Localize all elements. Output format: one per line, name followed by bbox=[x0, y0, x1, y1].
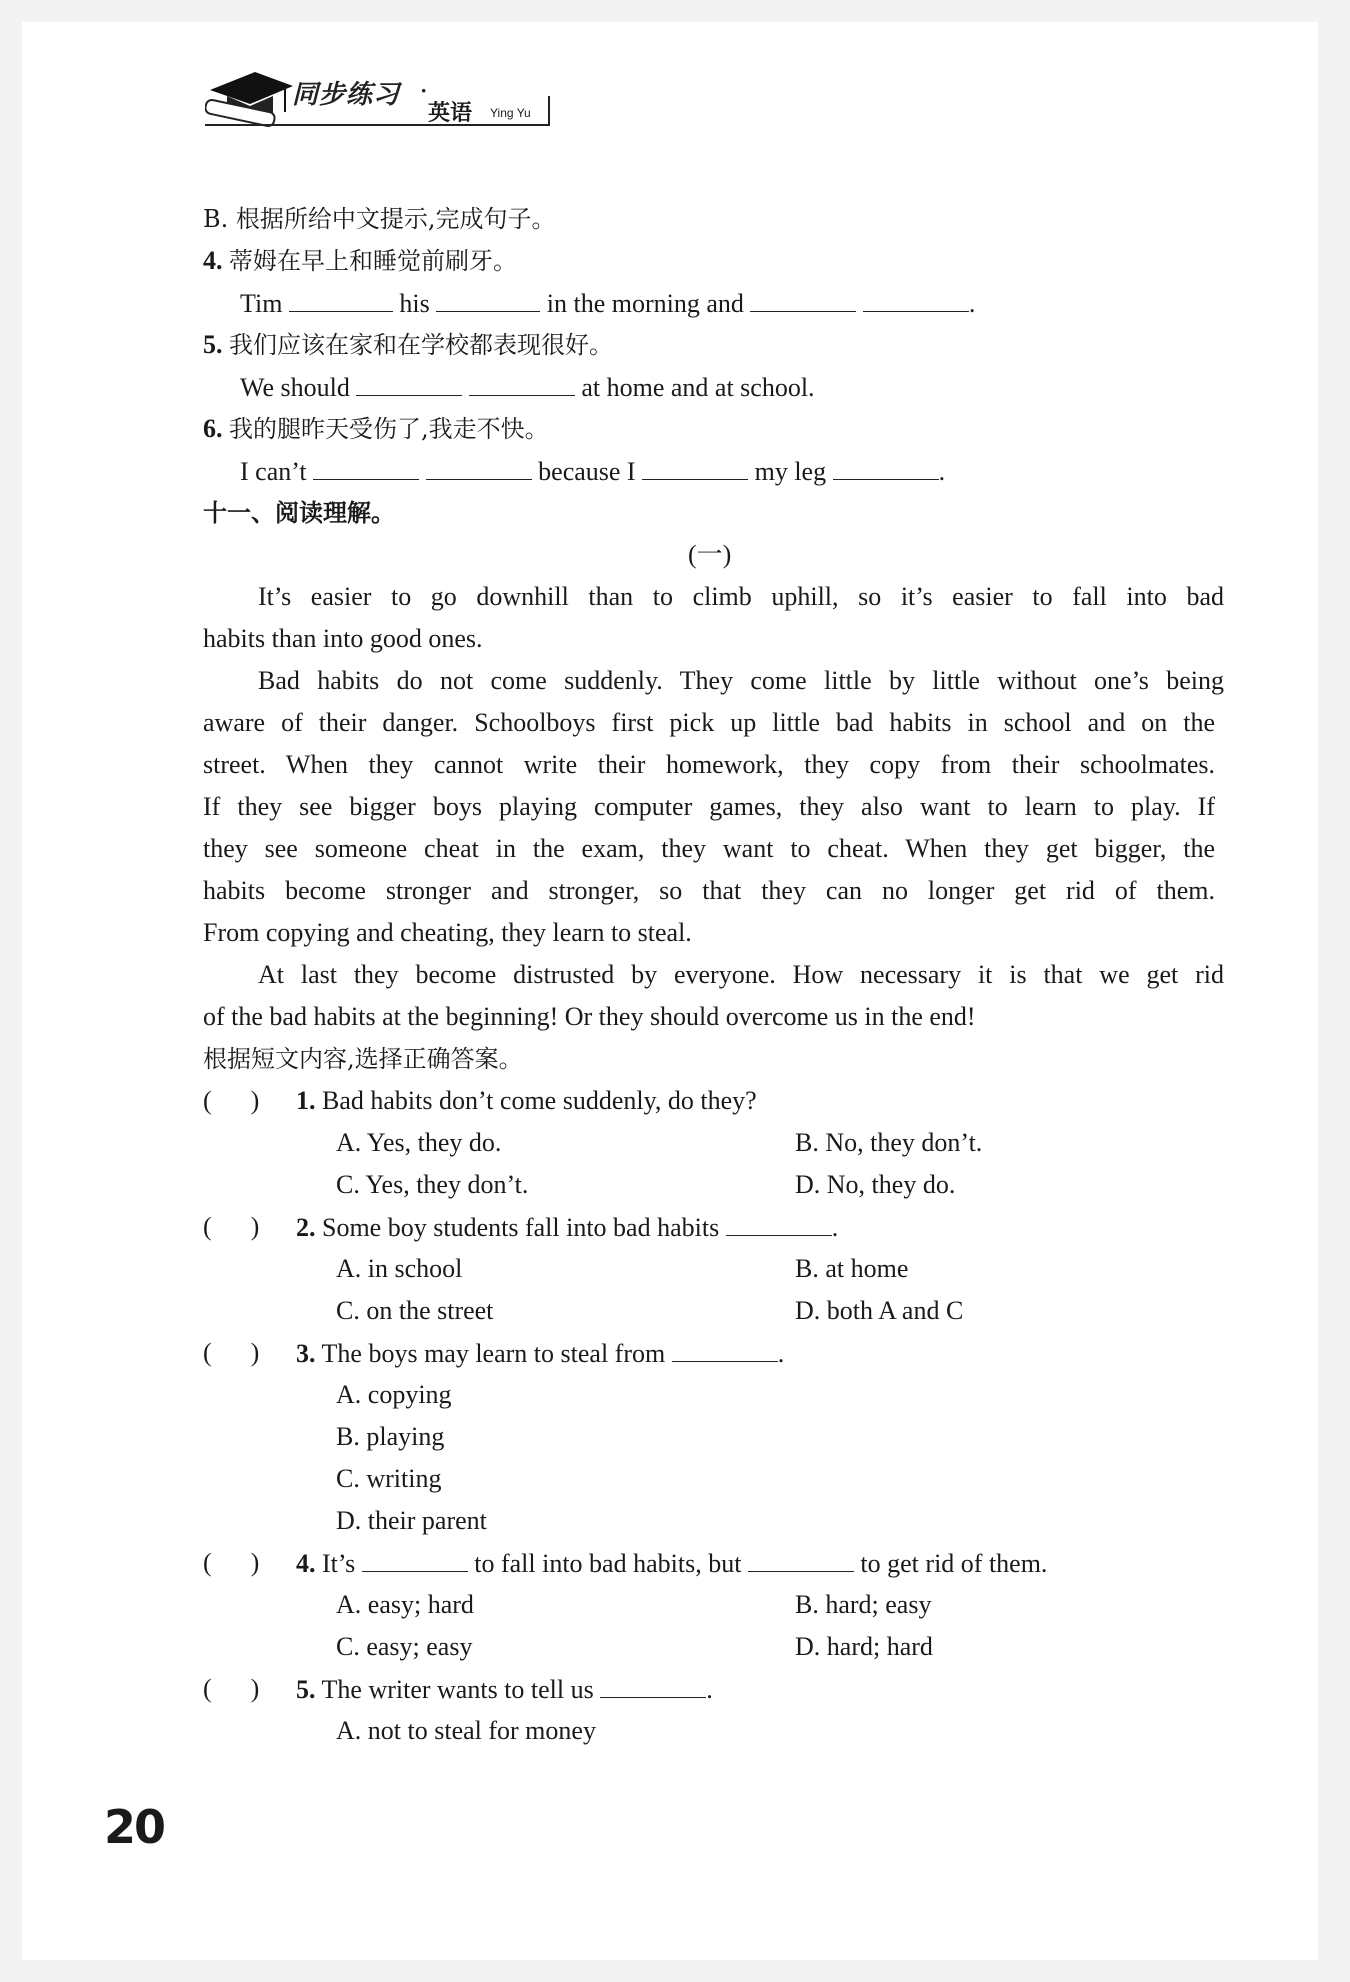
option-c[interactable]: C. writing bbox=[336, 1464, 442, 1493]
answer-blank[interactable] bbox=[672, 1337, 778, 1362]
passage-line: From copying and cheating, they learn to steal. bbox=[203, 918, 692, 947]
passage-line: Bad habits do not come suddenly. They come little by little without one’s being bbox=[258, 666, 1224, 695]
question-3: 3. The boys may learn to steal from . bbox=[296, 1339, 785, 1368]
passage-line: habits become stronger and stronger, so that they can no longer get rid of them. bbox=[203, 876, 1215, 905]
item-4-en: Tim his in the morning and . bbox=[240, 289, 976, 318]
answer-blank[interactable] bbox=[833, 455, 939, 480]
page-number: 20 bbox=[104, 1800, 165, 1854]
question-2: 2. Some boy students fall into bad habits . bbox=[296, 1213, 839, 1242]
option-b[interactable]: B. at home bbox=[795, 1254, 909, 1283]
passage-line: At last they become distrusted by everyone. How necessary it is that we get rid bbox=[258, 960, 1224, 989]
brand-title: 同步练习 bbox=[292, 80, 401, 110]
option-a[interactable]: A. Yes, they do. bbox=[336, 1128, 502, 1157]
answer-blank[interactable] bbox=[863, 287, 969, 312]
option-d[interactable]: D. No, they do. bbox=[795, 1170, 956, 1199]
answer-bracket[interactable]: ( ) bbox=[203, 1548, 260, 1577]
passage-line: If they see bigger boys playing computer games, they also want to learn to play. If bbox=[203, 792, 1215, 821]
option-a[interactable]: A. easy; hard bbox=[336, 1590, 474, 1619]
passage-line: aware of their danger. Schoolboys first pick up little bad habits in school and on the bbox=[203, 708, 1215, 737]
answer-blank[interactable] bbox=[750, 287, 856, 312]
answer-blank[interactable] bbox=[726, 1211, 832, 1236]
answer-blank[interactable] bbox=[362, 1547, 468, 1572]
passage-line: of the bad habits at the beginning! Or they should overcome us in the end! bbox=[203, 1002, 976, 1031]
passage-line: they see someone cheat in the exam, they want to cheat. When they get bigger, the bbox=[203, 834, 1215, 863]
answer-blank[interactable] bbox=[426, 455, 532, 480]
answer-blank[interactable] bbox=[436, 287, 540, 312]
separator-dot: · bbox=[420, 78, 428, 103]
passage-number: (一) bbox=[688, 540, 732, 569]
answer-blank[interactable] bbox=[600, 1673, 706, 1698]
option-a[interactable]: A. not to steal for money bbox=[336, 1716, 596, 1745]
section-b-title: B. 根据所给中文提示,完成句子。 bbox=[203, 205, 556, 233]
passage-line: street. When they cannot write their homework, they copy from their schoolmates. bbox=[203, 750, 1215, 779]
section-11-title: 十一、阅读理解。 bbox=[203, 498, 395, 527]
item-4-zh: 4. 蒂姆在早上和睡觉前刷牙。 bbox=[203, 246, 517, 275]
answer-bracket[interactable]: ( ) bbox=[203, 1674, 260, 1703]
header-rule bbox=[205, 124, 550, 126]
item-6-en: I can’t because I my leg . bbox=[240, 457, 946, 486]
graduation-cap-icon bbox=[205, 62, 295, 132]
answer-blank[interactable] bbox=[356, 371, 462, 396]
subject-title: 英语 bbox=[428, 101, 473, 126]
passage-line: It’s easier to go downhill than to climb uphill, so it’s easier to fall into bad bbox=[258, 582, 1224, 611]
option-c[interactable]: C. on the street bbox=[336, 1296, 494, 1325]
answer-bracket[interactable]: ( ) bbox=[203, 1338, 260, 1367]
option-c[interactable]: C. easy; easy bbox=[336, 1632, 473, 1661]
option-d[interactable]: D. both A and C bbox=[795, 1296, 964, 1325]
option-a[interactable]: A. copying bbox=[336, 1380, 452, 1409]
answer-blank[interactable] bbox=[748, 1547, 854, 1572]
question-1: 1. Bad habits don’t come suddenly, do they? bbox=[296, 1086, 757, 1115]
option-b[interactable]: B. No, they don’t. bbox=[795, 1128, 983, 1157]
option-b[interactable]: B. hard; easy bbox=[795, 1590, 932, 1619]
answer-bracket[interactable]: ( ) bbox=[203, 1086, 260, 1115]
answer-bracket[interactable]: ( ) bbox=[203, 1212, 260, 1241]
subject-pinyin: Ying Yu bbox=[490, 106, 531, 120]
option-d[interactable]: D. their parent bbox=[336, 1506, 487, 1535]
question-4: 4. It’s to fall into bad habits, but to get rid of them. bbox=[296, 1549, 1048, 1578]
answer-blank[interactable] bbox=[642, 455, 748, 480]
option-b[interactable]: B. playing bbox=[336, 1422, 445, 1451]
item-6-zh: 6. 我的腿昨天受伤了,我走不快。 bbox=[203, 414, 549, 443]
option-c[interactable]: C. Yes, they don’t. bbox=[336, 1170, 529, 1199]
passage-line: habits than into good ones. bbox=[203, 624, 483, 653]
item-5-en: We should at home and at school. bbox=[240, 373, 815, 402]
header-rule-vertical bbox=[548, 96, 550, 124]
answer-blank[interactable] bbox=[289, 287, 393, 312]
question-5: 5. The writer wants to tell us . bbox=[296, 1675, 713, 1704]
instruction: 根据短文内容,选择正确答案。 bbox=[203, 1045, 523, 1073]
option-d[interactable]: D. hard; hard bbox=[795, 1632, 933, 1661]
answer-blank[interactable] bbox=[469, 371, 575, 396]
option-a[interactable]: A. in school bbox=[336, 1254, 463, 1283]
answer-blank[interactable] bbox=[313, 455, 419, 480]
item-5-zh: 5. 我们应该在家和在学校都表现很好。 bbox=[203, 330, 613, 359]
